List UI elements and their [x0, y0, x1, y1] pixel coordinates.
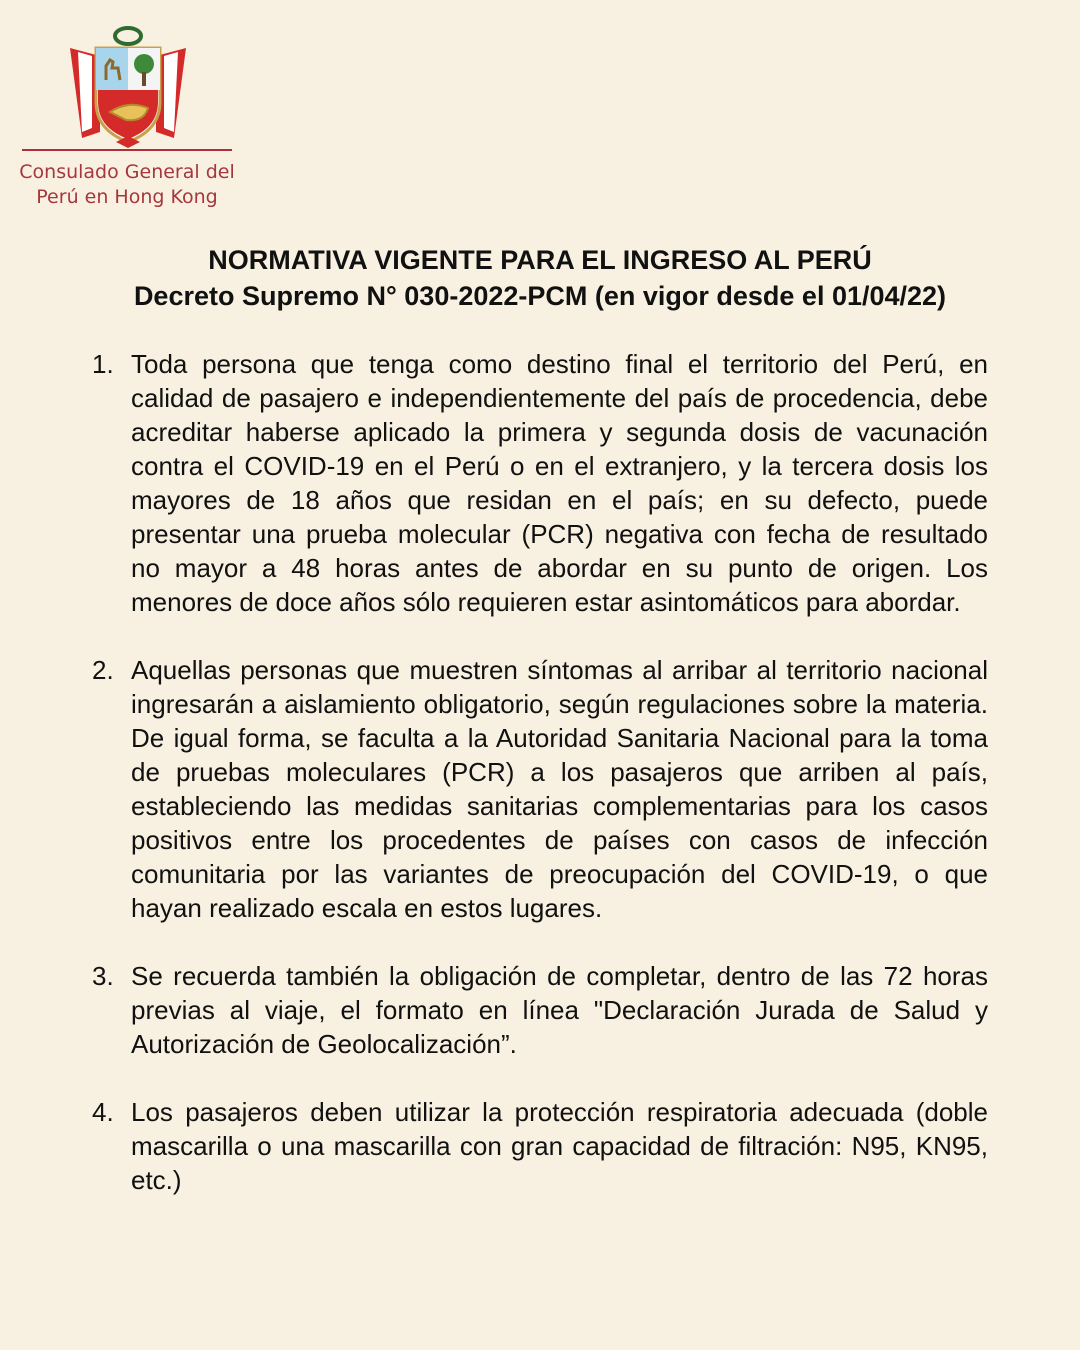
consulate-name-line2: Perú en Hong Kong: [36, 186, 218, 208]
list-item: [92, 959, 988, 1061]
item-text: Toda persona que tenga como destino final el territorio del Perú, en calidad de pasajero e independientemente del país de procedencia, debe acreditar haberse aplicado la primera y segunda dosis de vacunación contra el COVID-19 en el Perú o en el extranjero, y la tercera dosis los mayores de 18 años que residan en el país; en su defecto, puede presentar una prueba molecular (PCR) negativa con fecha de resultado no mayor a 48 horas antes de abordar en su punto de origen. Los menores de doce años sólo requieren estar asintomáticos para abordar.: [131, 349, 988, 617]
document-title: [0, 242, 1080, 314]
consulate-name-line1: Consulado General del: [19, 161, 235, 183]
title-heading: NORMATIVA VIGENTE PARA EL INGRESO AL PERÚ: [208, 245, 872, 275]
item-number: 4.: [92, 1097, 114, 1127]
item-number: 3.: [92, 961, 114, 991]
consulate-name: [14, 160, 240, 210]
requirements-list: [92, 347, 988, 1231]
peru-coat-of-arms-icon: [60, 22, 196, 150]
list-item: [92, 653, 988, 925]
item-number: 1.: [92, 349, 114, 379]
logo-divider: [22, 149, 232, 151]
item-text: Los pasajeros deben utilizar la protección respiratoria adecuada (doble mascarilla o una mascarilla con gran capacidad de filtración: N95, KN95, etc.): [131, 1097, 988, 1195]
consulate-logo: [14, 8, 240, 222]
title-decree: Decreto Supremo N° 030-2022-PCM (en vigor desde el 01/04/22): [133, 281, 947, 311]
list-item: [92, 1095, 988, 1197]
item-number: 2.: [92, 655, 114, 685]
item-text: Aquellas personas que muestren síntomas al arribar al territorio nacional ingresarán a aislamiento obligatorio, según regulaciones sobre la materia. De igual forma, se faculta a la Autoridad Sanitaria Nacional para la toma de pruebas moleculares (PCR) a los pasajeros que arriben al país, estableciendo las medidas sanitarias complementarias para los casos positivos entre los procedentes de países con casos de infección comunitaria por las variantes de preocupación del COVID-19, o que hayan realizado escala en estos lugares.: [131, 655, 988, 923]
item-text: Se recuerda también la obligación de completar, dentro de las 72 horas previas al viaje, el formato en línea "Declaración Jurada de Salud y Autorización de Geolocalización”.: [131, 961, 988, 1059]
list-item: [92, 347, 988, 619]
